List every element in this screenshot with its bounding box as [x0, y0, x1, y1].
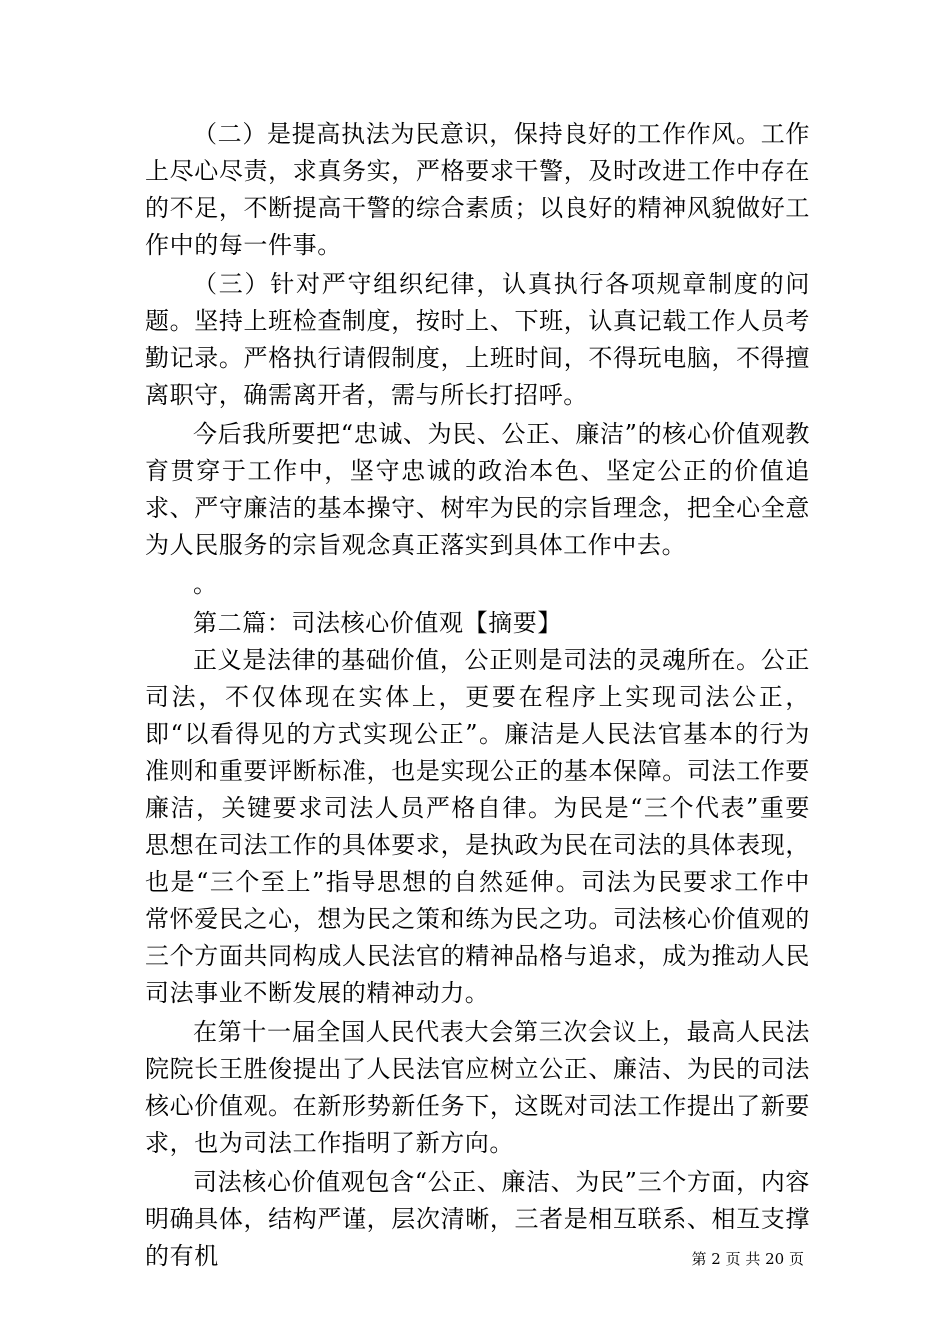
paragraph-conclusion: 今后我所要把“忠诚、为民、公正、廉洁”的核心价值观教育贯穿于工作中，坚守忠诚的政治本色、坚定公正的价值追求、严守廉洁的基本操守、树牢为民的宗旨理念，把全心全意为人民服务的宗旨观念真正落实到具体工作中去。	[145, 420, 810, 559]
paragraph-justice: 正义是法律的基础价值，公正则是司法的灵魂所在。公正司法，不仅体现在实体上，更要在程序上实现司法公正，即“以看得见的方式实现公正”。廉洁是人民法官基本的行为准则和重要评断标准，也是实现公正的基本保障。司法工作要廉洁，关键要求司法人员严格自律。为民是“三个代表”重要思想在司法工作的具体要求，是执政为民在司法的具体表现，也是“三个至上”指导思想的自然延伸。司法为民要求工作中常怀爱民之心，想为民之策和练为民之功。司法核心价值观的三个方面共同构成人民法官的精神品格与追求，成为推动人民司法事业不断发展的精神动力。	[145, 646, 810, 1007]
paragraph-3: （三）针对严守组织纪律，认真执行各项规章制度的问题。坚持上班检查制度，按时上、下班，认真记载工作人员考勤记录。严格执行请假制度，上班时间，不得玩电脑，不得擅离职守，确需离开者，需与所长打招呼。	[145, 270, 810, 409]
page-number: 第 2 页 共 20 页	[691, 1250, 804, 1268]
paragraph-2: （二）是提高执法为民意识，保持良好的工作作风。工作上尽心尽责，求真务实，严格要求干警，及时改进工作中存在的不足，不断提高干警的综合素质；以良好的精神风貌做好工作中的每一件事。	[145, 120, 810, 259]
paragraph-values: 司法核心价值观包含“公正、廉洁、为民”三个方面，内容明确具体，结构严谨，层次清晰，三者是相互联系、相互支撑的有机	[145, 1168, 810, 1270]
paragraph-congress: 在第十一届全国人民代表大会第三次会议上，最高人民法院院长王胜俊提出了人民法官应树立公正、廉洁、为民的司法核心价值观。在新形势新任务下，这既对司法工作提出了新要求，也为司法工作指明了新方向。	[145, 1018, 810, 1157]
document-body	[145, 116, 810, 1277]
paragraph-dot: 。	[193, 570, 218, 598]
section-heading: 第二篇：司法核心价值观【摘要】	[193, 609, 562, 637]
